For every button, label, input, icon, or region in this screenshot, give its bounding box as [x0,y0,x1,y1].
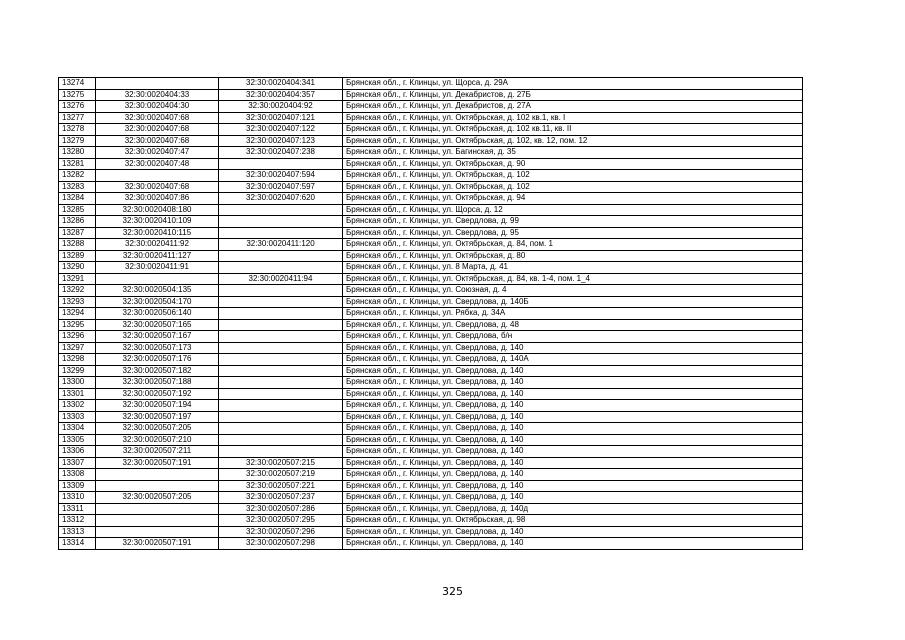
table-row [59,262,803,274]
table-row [59,101,803,113]
land-cadastral-cell [96,480,219,492]
address-cell: Брянская обл., г. Клинцы, ул. Свердлова, д. 140 [343,526,803,538]
table-row [59,446,803,458]
building-cadastral-cell: 32:30:0020404:92 [219,101,343,113]
table-row [59,78,803,90]
building-cadastral-cell [219,400,343,412]
row-number-cell: 13312 [59,515,96,527]
address-cell: Брянская обл., г. Клинцы, ул. Свердлова, д. 140 [343,377,803,389]
row-number-cell: 13301 [59,388,96,400]
building-cadastral-cell [219,204,343,216]
address-cell: Брянская обл., г. Клинцы, ул. Свердлова, д. 140 [343,480,803,492]
table-row [59,319,803,331]
table-row [59,469,803,481]
building-cadastral-cell [219,158,343,170]
building-cadastral-cell: 32:30:0020507:221 [219,480,343,492]
row-number-cell: 13300 [59,377,96,389]
building-cadastral-cell [219,411,343,423]
row-number-cell: 13305 [59,434,96,446]
address-cell: Брянская обл., г. Клинцы, ул. Свердлова, д. 99 [343,216,803,228]
address-cell: Брянская обл., г. Клинцы, ул. Щорса, д. 12 [343,204,803,216]
table-row [59,158,803,170]
building-cadastral-cell [219,377,343,389]
land-cadastral-cell: 32:30:0020504:135 [96,285,219,297]
land-cadastral-cell [96,503,219,515]
row-number-cell: 13311 [59,503,96,515]
row-number-cell: 13282 [59,170,96,182]
address-cell: Брянская обл., г. Клинцы, ул. Свердлова, д. 140 [343,446,803,458]
building-cadastral-cell: 32:30:0020407:238 [219,147,343,159]
land-cadastral-cell: 32:30:0020507:211 [96,446,219,458]
row-number-cell: 13310 [59,492,96,504]
address-cell: Брянская обл., г. Клинцы, ул. Свердлова, д. 140 [343,538,803,550]
land-cadastral-cell [96,78,219,90]
table-row [59,239,803,251]
table-row [59,377,803,389]
table-row [59,331,803,343]
building-cadastral-cell: 32:30:0020507:237 [219,492,343,504]
address-cell: Брянская обл., г. Клинцы, ул. Октябрьская, д. 102 [343,170,803,182]
row-number-cell: 13304 [59,423,96,435]
building-cadastral-cell: 32:30:0020404:357 [219,89,343,101]
address-cell: Брянская обл., г. Клинцы, ул. Свердлова, д. 140 [343,400,803,412]
land-cadastral-cell [96,273,219,285]
table-row [59,250,803,262]
building-cadastral-cell: 32:30:0020407:122 [219,124,343,136]
row-number-cell: 13293 [59,296,96,308]
row-number-cell: 13303 [59,411,96,423]
address-cell: Брянская обл., г. Клинцы, ул. Октябрьская, д. 102 кв.11, кв. II [343,124,803,136]
building-cadastral-cell [219,285,343,297]
building-cadastral-cell [219,250,343,262]
building-cadastral-cell: 32:30:0020507:215 [219,457,343,469]
table-row [59,423,803,435]
row-number-cell: 13306 [59,446,96,458]
address-cell: Брянская обл., г. Клинцы, ул. Свердлова, д. 48 [343,319,803,331]
land-cadastral-cell: 32:30:0020408:180 [96,204,219,216]
table-row [59,112,803,124]
table-row [59,227,803,239]
building-cadastral-cell [219,296,343,308]
row-number-cell: 13313 [59,526,96,538]
land-cadastral-cell: 32:30:0020411:91 [96,262,219,274]
table-row [59,365,803,377]
table-row [59,526,803,538]
land-cadastral-cell: 32:30:0020411:92 [96,239,219,251]
building-cadastral-cell [219,365,343,377]
table-row [59,538,803,550]
building-cadastral-cell: 32:30:0020407:123 [219,135,343,147]
land-cadastral-cell: 32:30:0020411:127 [96,250,219,262]
table-row [59,308,803,320]
land-cadastral-cell: 32:30:0020506:140 [96,308,219,320]
address-cell: Брянская обл., г. Клинцы, ул. Октябрьская, д. 102 кв.1, кв. I [343,112,803,124]
row-number-cell: 13308 [59,469,96,481]
land-cadastral-cell: 32:30:0020407:68 [96,112,219,124]
building-cadastral-cell: 32:30:0020407:597 [219,181,343,193]
row-number-cell: 13298 [59,354,96,366]
building-cadastral-cell: 32:30:0020507:219 [219,469,343,481]
row-number-cell: 13285 [59,204,96,216]
row-number-cell: 13286 [59,216,96,228]
address-cell: Брянская обл., г. Клинцы, ул. Октябрьская, д. 94 [343,193,803,205]
land-cadastral-cell: 32:30:0020407:68 [96,181,219,193]
land-cadastral-cell: 32:30:0020507:182 [96,365,219,377]
land-cadastral-cell: 32:30:0020404:33 [96,89,219,101]
building-cadastral-cell: 32:30:0020407:594 [219,170,343,182]
address-cell: Брянская обл., г. Клинцы, ул. Октябрьская, д. 90 [343,158,803,170]
table-row [59,181,803,193]
building-cadastral-cell: 32:30:0020507:298 [219,538,343,550]
address-cell: Брянская обл., г. Клинцы, ул. Свердлова, д. 140 [343,423,803,435]
address-cell: Брянская обл., г. Клинцы, ул. Свердлова, д. 140А [343,354,803,366]
building-cadastral-cell [219,331,343,343]
address-cell: Брянская обл., г. Клинцы, ул. Щорса, д. 29А [343,78,803,90]
building-cadastral-cell: 32:30:0020411:94 [219,273,343,285]
land-cadastral-cell: 32:30:0020404:30 [96,101,219,113]
address-cell: Брянская обл., г. Клинцы, ул. Декабристов, д. 27Б [343,89,803,101]
table-row [59,170,803,182]
row-number-cell: 13283 [59,181,96,193]
land-cadastral-cell: 32:30:0020507:197 [96,411,219,423]
land-cadastral-cell: 32:30:0020407:68 [96,135,219,147]
building-cadastral-cell: 32:30:0020507:295 [219,515,343,527]
row-number-cell: 13274 [59,78,96,90]
row-number-cell: 13291 [59,273,96,285]
row-number-cell: 13287 [59,227,96,239]
row-number-cell: 13294 [59,308,96,320]
address-cell: Брянская обл., г. Клинцы, ул. Союзная, д. 4 [343,285,803,297]
row-number-cell: 13275 [59,89,96,101]
land-cadastral-cell: 32:30:0020507:188 [96,377,219,389]
address-cell: Брянская обл., г. Клинцы, ул. Свердлова, д. 140 [343,342,803,354]
address-cell: Брянская обл., г. Клинцы, ул. Свердлова, д. 140 [343,411,803,423]
land-cadastral-cell [96,515,219,527]
page-number: 325 [442,585,463,598]
building-cadastral-cell: 32:30:0020404:341 [219,78,343,90]
table-body [59,78,803,550]
building-cadastral-cell [219,227,343,239]
table-row [59,204,803,216]
table-row [59,342,803,354]
land-cadastral-cell: 32:30:0020507:210 [96,434,219,446]
address-cell: Брянская обл., г. Клинцы, ул. Багинская, д. 35 [343,147,803,159]
table-row [59,515,803,527]
table-row [59,216,803,228]
table-row [59,492,803,504]
table-row [59,411,803,423]
land-cadastral-cell: 32:30:0020507:205 [96,423,219,435]
row-number-cell: 13292 [59,285,96,297]
table-row [59,354,803,366]
row-number-cell: 13279 [59,135,96,147]
land-cadastral-cell: 32:30:0020407:68 [96,124,219,136]
table-row [59,147,803,159]
address-cell: Брянская обл., г. Клинцы, ул. Свердлова, д. 95 [343,227,803,239]
address-cell: Брянская обл., г. Клинцы, ул. Октябрьская, д. 102 [343,181,803,193]
address-cell: Брянская обл., г. Клинцы, ул. Свердлова, д. 140 [343,365,803,377]
land-cadastral-cell: 32:30:0020410:109 [96,216,219,228]
building-cadastral-cell [219,388,343,400]
address-cell: Брянская обл., г. Клинцы, ул. Свердлова, б/н [343,331,803,343]
land-cadastral-cell: 32:30:0020507:194 [96,400,219,412]
row-number-cell: 13277 [59,112,96,124]
table-row [59,457,803,469]
building-cadastral-cell [219,342,343,354]
land-cadastral-cell: 32:30:0020507:173 [96,342,219,354]
address-cell: Брянская обл., г. Клинцы, ул. Свердлова, д. 140 [343,434,803,446]
address-cell: Брянская обл., г. Клинцы, ул. Свердлова, д. 140 [343,492,803,504]
table-row [59,193,803,205]
address-cell: Брянская обл., г. Клинцы, ул. Декабристов, д. 27А [343,101,803,113]
table-row [59,273,803,285]
land-cadastral-cell: 32:30:0020407:48 [96,158,219,170]
land-cadastral-cell [96,526,219,538]
land-cadastral-cell: 32:30:0020507:205 [96,492,219,504]
row-number-cell: 13307 [59,457,96,469]
land-cadastral-cell: 32:30:0020507:165 [96,319,219,331]
land-cadastral-cell: 32:30:0020507:191 [96,538,219,550]
land-cadastral-cell: 32:30:0020507:176 [96,354,219,366]
row-number-cell: 13290 [59,262,96,274]
building-cadastral-cell [219,434,343,446]
address-cell: Брянская обл., г. Клинцы, ул. Свердлова, д. 140Б [343,296,803,308]
row-number-cell: 13296 [59,331,96,343]
table-row [59,400,803,412]
building-cadastral-cell: 32:30:0020411:120 [219,239,343,251]
building-cadastral-cell: 32:30:0020407:620 [219,193,343,205]
address-cell: Брянская обл., г. Клинцы, ул. Свердлова, д. 140 [343,457,803,469]
row-number-cell: 13297 [59,342,96,354]
address-cell: Брянская обл., г. Клинцы, ул. 8 Марта, д. 41 [343,262,803,274]
table-row [59,135,803,147]
row-number-cell: 13280 [59,147,96,159]
address-cell: Брянская обл., г. Клинцы, ул. Октябрьская, д. 98 [343,515,803,527]
table-row [59,480,803,492]
land-cadastral-cell [96,469,219,481]
address-cell: Брянская обл., г. Клинцы, ул. Рябка, д. 34А [343,308,803,320]
row-number-cell: 13302 [59,400,96,412]
land-cadastral-cell: 32:30:0020407:47 [96,147,219,159]
land-cadastral-cell: 32:30:0020504:170 [96,296,219,308]
table-row [59,434,803,446]
land-cadastral-cell [96,170,219,182]
building-cadastral-cell [219,216,343,228]
address-cell: Брянская обл., г. Клинцы, ул. Октябрьская, д. 84, пом. 1 [343,239,803,251]
building-cadastral-cell [219,262,343,274]
row-number-cell: 13314 [59,538,96,550]
land-cadastral-cell: 32:30:0020410:115 [96,227,219,239]
row-number-cell: 13278 [59,124,96,136]
table-row [59,503,803,515]
address-cell: Брянская обл., г. Клинцы, ул. Свердлова, д. 140д [343,503,803,515]
building-cadastral-cell [219,354,343,366]
land-cadastral-cell: 32:30:0020507:167 [96,331,219,343]
row-number-cell: 13276 [59,101,96,113]
address-cell: Брянская обл., г. Клинцы, ул. Октябрьская, д. 84, кв. 1-4, пом. 1_4 [343,273,803,285]
building-cadastral-cell [219,446,343,458]
row-number-cell: 13309 [59,480,96,492]
row-number-cell: 13281 [59,158,96,170]
building-cadastral-cell [219,308,343,320]
land-cadastral-cell: 32:30:0020507:192 [96,388,219,400]
table-row [59,296,803,308]
land-cadastral-cell: 32:30:0020407:86 [96,193,219,205]
address-cell: Брянская обл., г. Клинцы, ул. Октябрьская, д. 80 [343,250,803,262]
land-cadastral-cell: 32:30:0020507:191 [96,457,219,469]
address-cell: Брянская обл., г. Клинцы, ул. Октябрьская, д. 102, кв. 12, пом. 12 [343,135,803,147]
building-cadastral-cell [219,319,343,331]
row-number-cell: 13295 [59,319,96,331]
address-cell: Брянская обл., г. Клинцы, ул. Свердлова, д. 140 [343,469,803,481]
row-number-cell: 13289 [59,250,96,262]
building-cadastral-cell [219,423,343,435]
table-row [59,285,803,297]
table-row [59,124,803,136]
row-number-cell: 13284 [59,193,96,205]
table-row [59,388,803,400]
table-row [59,89,803,101]
row-number-cell: 13299 [59,365,96,377]
address-cell: Брянская обл., г. Клинцы, ул. Свердлова, д. 140 [343,388,803,400]
property-table [58,77,803,550]
row-number-cell: 13288 [59,239,96,251]
building-cadastral-cell: 32:30:0020507:286 [219,503,343,515]
building-cadastral-cell: 32:30:0020407:121 [219,112,343,124]
building-cadastral-cell: 32:30:0020507:296 [219,526,343,538]
